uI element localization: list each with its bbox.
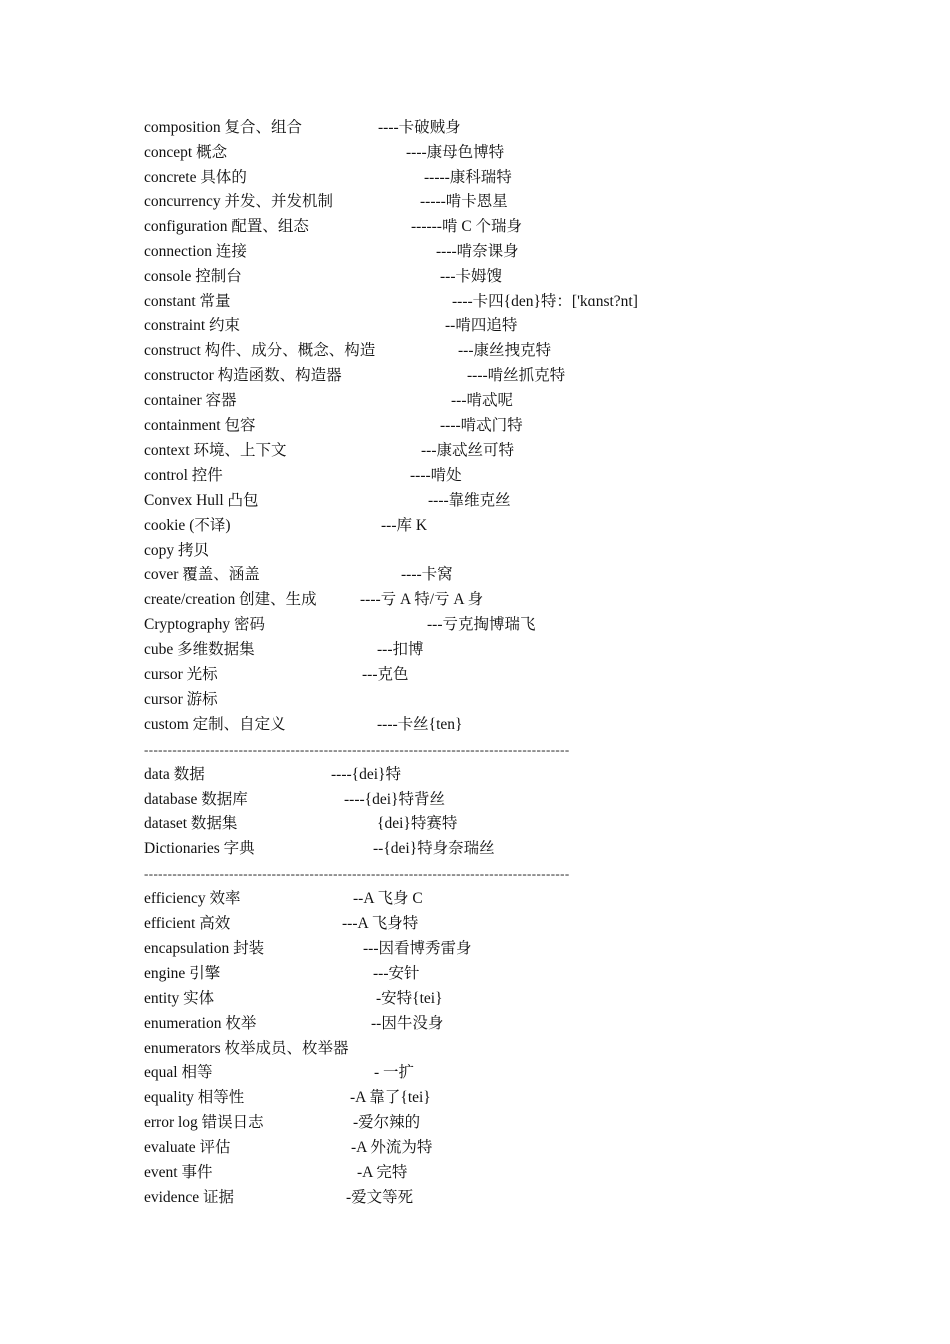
entry-pronunciation: -----康科瑞特: [424, 169, 512, 186]
entry-term: connection 连接: [144, 243, 247, 260]
entry-pronunciation: ----卡破贼身: [378, 119, 461, 136]
entry-term: data 数据: [144, 766, 205, 783]
entry-pronunciation: ---扣博: [377, 641, 424, 658]
entry-term: cube 多维数据集: [144, 641, 255, 658]
entry-term: concurrency 并发、并发机制: [144, 193, 333, 210]
entry-term: custom 定制、自定义: [144, 716, 286, 733]
entry-term: concrete 具体的: [144, 169, 247, 186]
entry-term: constraint 约束: [144, 317, 240, 334]
entry-term: concept 概念: [144, 144, 228, 161]
entry-term: Cryptography 密码: [144, 616, 265, 633]
entry-term: efficiency 效率: [144, 890, 241, 907]
entry-pronunciation: ----啃忒门特: [440, 417, 523, 434]
entry-term: equality 相等性: [144, 1089, 245, 1106]
entry-term: cover 覆盖、涵盖: [144, 566, 260, 583]
entry-pronunciation: ------啃 C 个瑞身: [411, 218, 523, 235]
entry-pronunciation: ----啃处: [410, 467, 462, 484]
entry-term: cursor 光标: [144, 666, 218, 683]
entry-term: efficient 高效: [144, 915, 231, 932]
entry-term: enumerators 枚举成员、枚举器: [144, 1040, 349, 1057]
entry-term: constant 常量: [144, 293, 231, 310]
entry-term: dataset 数据集: [144, 815, 238, 832]
entry-term: evidence 证据: [144, 1189, 234, 1206]
entry-pronunciation: ----卡四{den}特：['kɑnst?nt]: [452, 293, 638, 310]
entry-pronunciation: ----卡丝{ten}: [377, 716, 463, 733]
entry-pronunciation: -A 靠了{tei}: [350, 1089, 431, 1106]
entry-term: evaluate 评估: [144, 1139, 231, 1156]
entry-pronunciation: ---啃忒呢: [451, 392, 513, 409]
entry-pronunciation: -爱尔辣的: [353, 1114, 421, 1131]
entry-term: Dictionaries 字典: [144, 840, 255, 857]
entry-pronunciation: ----康母色博特: [406, 144, 505, 161]
entry-term: error log 错误日志: [144, 1114, 264, 1131]
entry-pronunciation: {dei}特赛特: [377, 815, 458, 832]
entry-pronunciation: ---A 飞身特: [342, 915, 419, 932]
entry-pronunciation: ----啃奈课身: [436, 243, 519, 260]
entry-pronunciation: -----啃卡恩星: [420, 193, 508, 210]
entry-term: container 容器: [144, 392, 237, 409]
entry-pronunciation: --啃四追特: [445, 317, 518, 334]
entry-pronunciation: ---康忒丝可特: [421, 442, 514, 459]
entry-term: copy 拷贝: [144, 542, 210, 559]
entry-term: constructor 构造函数、构造器: [144, 367, 342, 384]
entry-pronunciation: -A 完特: [357, 1164, 408, 1181]
entry-term: configuration 配置、组态: [144, 218, 309, 235]
entry-pronunciation: ----亏 A 特/亏 A 身: [360, 591, 484, 608]
entry-pronunciation: ----{dei}特背丝: [344, 791, 445, 808]
entry-term: entity 实体: [144, 990, 215, 1007]
entry-pronunciation: ---克色: [362, 666, 409, 683]
entry-term: cookie (不译): [144, 517, 231, 534]
entry-pronunciation: -A 外流为特: [351, 1139, 433, 1156]
entry-pronunciation: ----啃丝抓克特: [467, 367, 566, 384]
entry-pronunciation: - 一扩: [374, 1064, 415, 1081]
entry-term: console 控制台: [144, 268, 242, 285]
entry-pronunciation: -安特{tei}: [376, 990, 443, 1007]
entry-term: Convex Hull 凸包: [144, 492, 259, 509]
entry-term: cursor 游标: [144, 691, 218, 708]
entry-term: containment 包容: [144, 417, 256, 434]
entry-term: equal 相等: [144, 1064, 213, 1081]
entry-term: composition 复合、组合: [144, 119, 303, 136]
entry-pronunciation: ----{dei}特: [331, 766, 401, 783]
entry-pronunciation: --A 飞身 C: [353, 890, 423, 907]
section-separator: ------------------------------------------------------------------------------------------: [144, 742, 570, 757]
entry-term: context 环境、上下文: [144, 442, 287, 459]
entry-term: create/creation 创建、生成: [144, 591, 317, 608]
entry-pronunciation: -爱文等死: [346, 1189, 414, 1206]
entry-term: database 数据库: [144, 791, 248, 808]
entry-pronunciation: ---安针: [373, 965, 420, 982]
entry-term: enumeration 枚举: [144, 1015, 257, 1032]
entry-pronunciation: ---库 K: [381, 517, 428, 534]
entry-term: engine 引擎: [144, 965, 221, 982]
entry-pronunciation: ---因看博秀雷身: [363, 940, 472, 957]
entry-pronunciation: ----卡窝: [401, 566, 453, 583]
entry-pronunciation: ---亏克掏博瑞飞: [427, 616, 536, 633]
entry-term: control 控件: [144, 467, 223, 484]
entry-pronunciation: ---卡姆馊: [440, 268, 502, 285]
entry-pronunciation: ---康丝拽克特: [458, 342, 551, 359]
entry-pronunciation: --因牛没身: [371, 1015, 444, 1032]
entry-pronunciation: --{dei}特身奈瑞丝: [373, 840, 495, 857]
section-separator: ------------------------------------------------------------------------------------------: [144, 866, 570, 881]
entry-term: event 事件: [144, 1164, 213, 1181]
entry-pronunciation: ----靠维克丝: [428, 492, 511, 509]
entry-term: encapsulation 封装: [144, 940, 265, 957]
entry-term: construct 构件、成分、概念、构造: [144, 342, 376, 359]
